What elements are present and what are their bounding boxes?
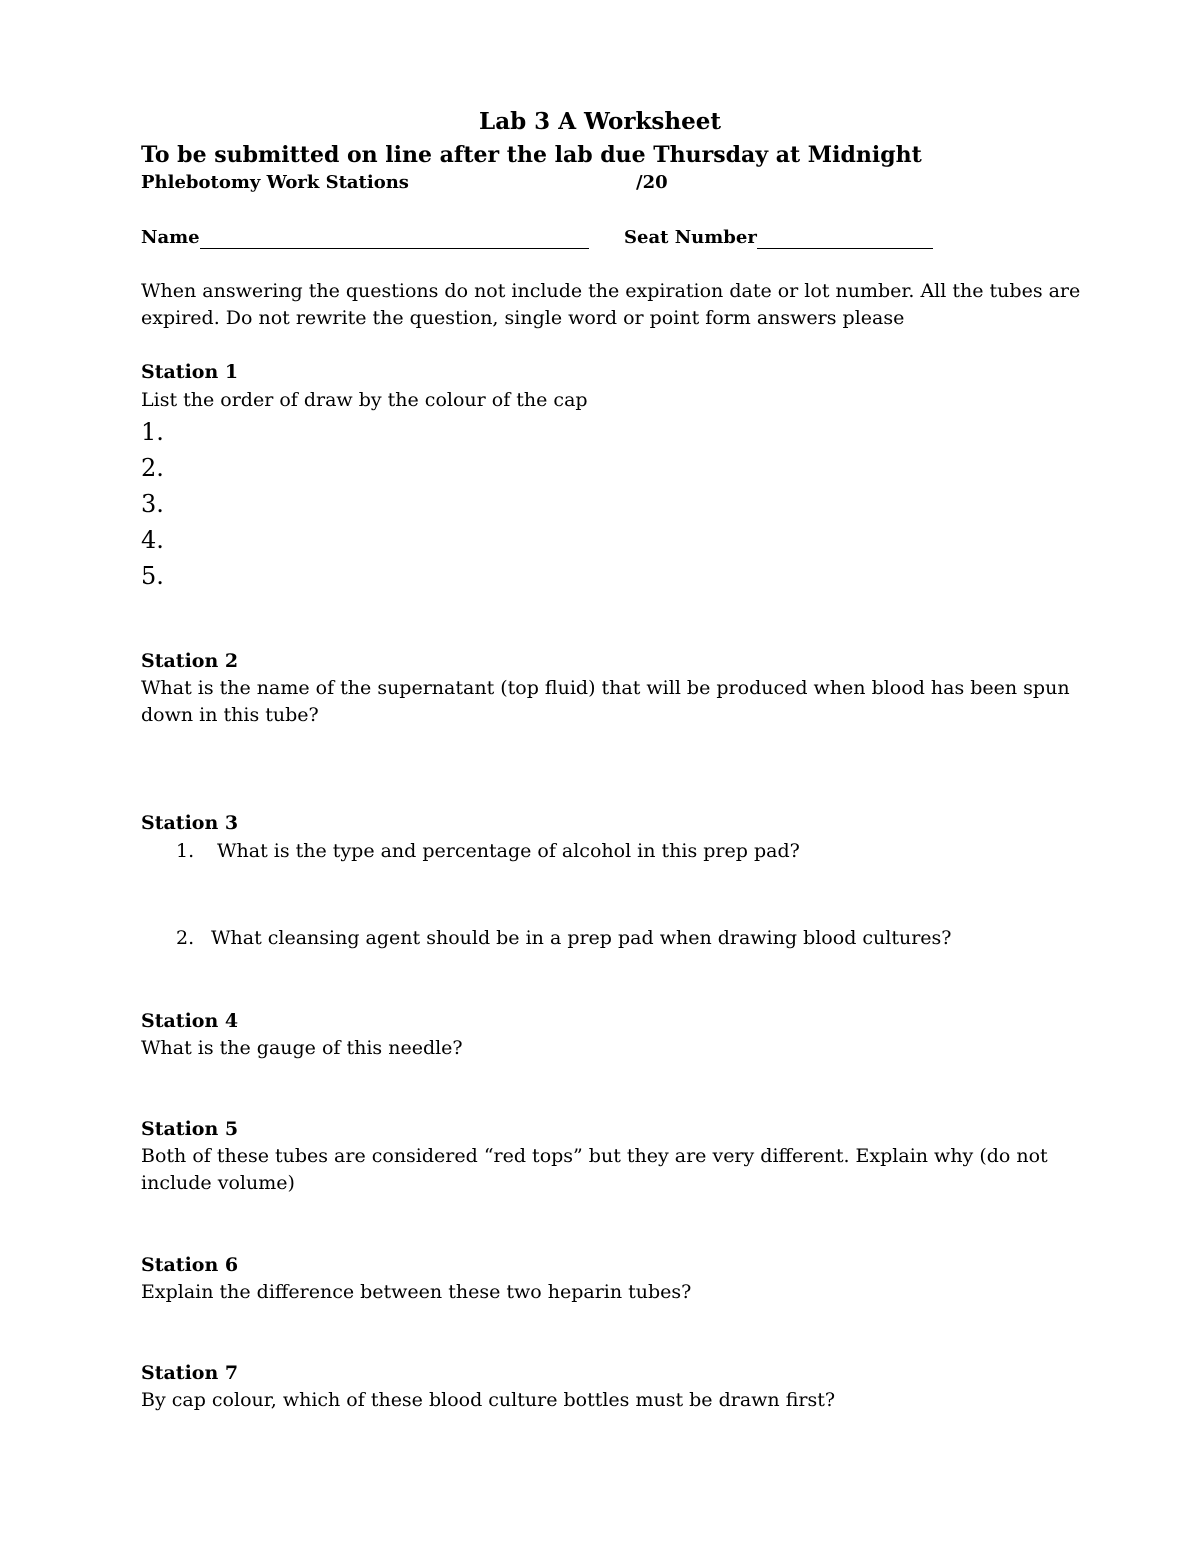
order-item-number: 3. <box>141 490 164 518</box>
order-item-number: 4. <box>141 526 164 554</box>
course-label: Phlebotomy Work Stations <box>141 172 409 193</box>
station-3-q1-number: 1. <box>176 840 195 862</box>
order-item-number: 2. <box>141 454 164 482</box>
score-total: /20 <box>636 172 668 193</box>
station-7-question: By cap colour, which of these blood culture bottles must be drawn first? <box>141 1389 836 1411</box>
station-3-question-1: What is the type and percentage of alcohol in this prep pad? <box>217 840 800 862</box>
name-field[interactable] <box>200 248 589 249</box>
seat-number-field[interactable] <box>757 248 933 249</box>
station-5-heading: Station 5 <box>141 1118 239 1140</box>
seat-number-label: Seat Number <box>624 227 757 248</box>
order-item-number: 5. <box>141 562 164 590</box>
station-5-question-line-2: include volume) <box>141 1172 295 1194</box>
station-1-prompt: List the order of draw by the colour of the cap <box>141 389 588 411</box>
station-5-question-line-1: Both of these tubes are considered “red tops” but they are very different. Explain why (do not <box>141 1145 1048 1167</box>
submission-note: To be submitted on line after the lab due Thursday at Midnight <box>141 142 922 168</box>
worksheet-title: Lab 3 A Worksheet <box>479 108 721 135</box>
station-3-q2-number: 2. <box>176 927 195 949</box>
station-6-heading: Station 6 <box>141 1254 239 1276</box>
station-6-question: Explain the difference between these two heparin tubes? <box>141 1281 692 1303</box>
station-4-question: What is the gauge of this needle? <box>141 1037 463 1059</box>
station-3-question-2: What cleansing agent should be in a prep pad when drawing blood cultures? <box>211 927 952 949</box>
station-2-question-line-1: What is the name of the supernatant (top fluid) that will be produced when blood has been spun <box>141 677 1070 699</box>
station-7-heading: Station 7 <box>141 1362 239 1384</box>
station-2-heading: Station 2 <box>141 650 239 672</box>
station-2-question-line-2: down in this tube? <box>141 704 319 726</box>
station-3-heading: Station 3 <box>141 812 239 834</box>
order-item-number: 1. <box>141 418 164 446</box>
station-1-heading: Station 1 <box>141 361 239 383</box>
instructions-line-2: expired. Do not rewrite the question, single word or point form answers please <box>141 307 905 329</box>
instructions-line-1: When answering the questions do not include the expiration date or lot number. All the tubes are <box>141 280 1081 302</box>
name-label: Name <box>141 227 200 248</box>
station-4-heading: Station 4 <box>141 1010 239 1032</box>
